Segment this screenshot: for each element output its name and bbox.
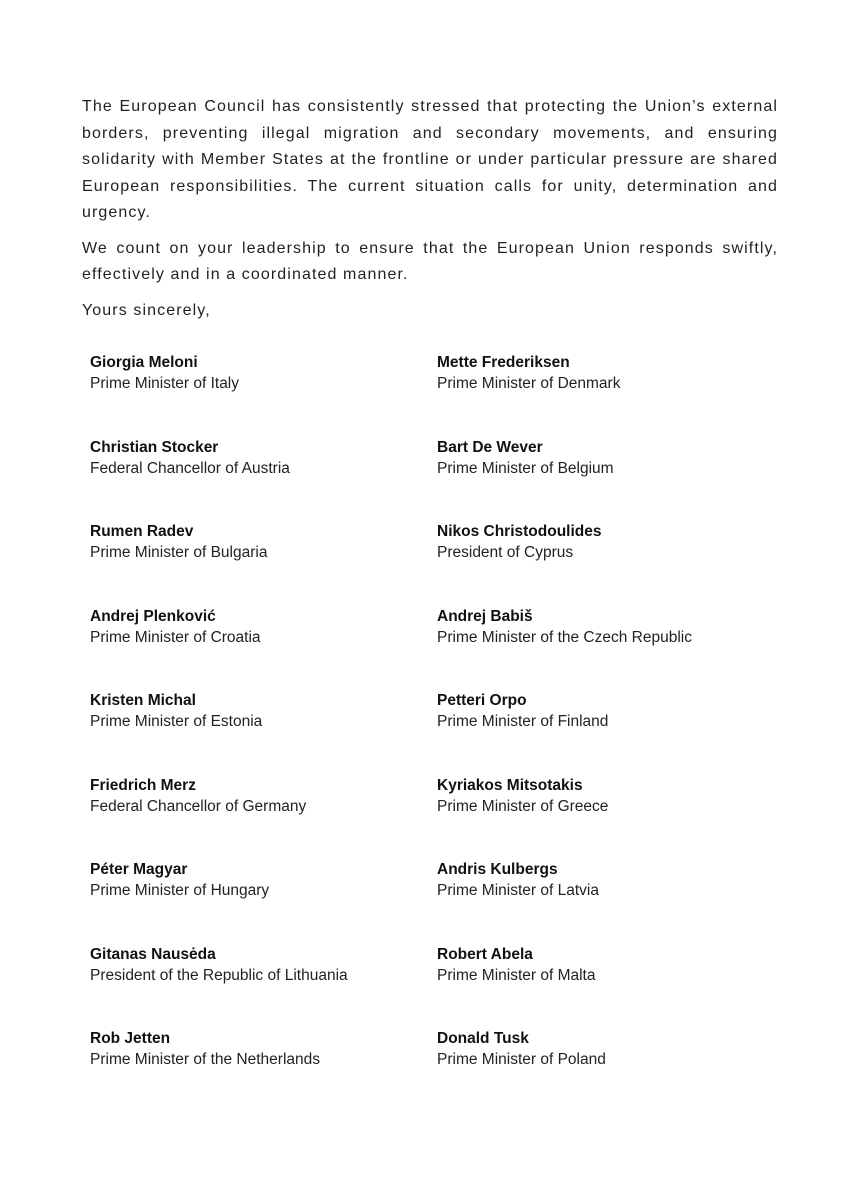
- signatory-name: Mette Frederiksen: [437, 354, 570, 371]
- signatory-name: Nikos Christodoulides: [437, 523, 602, 540]
- signatory-name: Bart De Wever: [437, 438, 543, 456]
- signatory: [90, 521, 430, 563]
- signatory-title: Prime Minister of Latvia: [437, 882, 599, 899]
- signatory: [90, 859, 430, 901]
- signatory-title: Prime Minister of Croatia: [90, 628, 261, 646]
- signatory-title: Federal Chancellor of Germany: [90, 797, 307, 815]
- signatory-row: [90, 437, 790, 522]
- signatory: [437, 775, 777, 817]
- signatory-row: [90, 521, 790, 606]
- letter-closing: Yours sincerely,: [82, 301, 211, 319]
- signatory-name: Andris Kulbergs: [437, 861, 558, 878]
- signatory-title: Prime Minister of Belgium: [437, 459, 614, 477]
- letter-paragraph: The European Council has consistently stressed that protecting the Union’s external borders, preventing illegal migration and secondary movements, and ensuring solidarity with Member States at the frontline or under particular pressure are shared European responsibilities. The current situation calls for unity, determination and urgency.: [82, 98, 778, 221]
- signatory-title: Prime Minister of Finland: [437, 713, 609, 730]
- signatory: [437, 437, 777, 479]
- signatory-row: [90, 1028, 790, 1113]
- signatory-title: Prime Minister of Greece: [437, 797, 609, 815]
- signatory-list: [90, 352, 790, 1113]
- signatory-name: Rumen Radev: [90, 523, 194, 540]
- signatory-title: President of Cyprus: [437, 544, 574, 561]
- signatory-title: President of the Republic of Lithuania: [90, 966, 348, 984]
- signatory-row: [90, 690, 790, 775]
- signatory-title: Prime Minister of Italy: [90, 375, 240, 392]
- letter-body: [82, 94, 778, 333]
- signatory-title: Prime Minister of Bulgaria: [90, 544, 268, 561]
- signatory: [90, 775, 430, 817]
- signatory: [437, 606, 777, 648]
- signatory-name: Christian Stocker: [90, 438, 219, 456]
- signatory: [437, 1028, 777, 1070]
- signatory: [90, 437, 430, 479]
- signatory-name: Gitanas Nausėda: [90, 945, 216, 963]
- signatory-name: Kristen Michal: [90, 692, 196, 709]
- signatory-name: Andrej Plenković: [90, 607, 216, 625]
- signatory-row: [90, 775, 790, 860]
- signatory-title: Prime Minister of Estonia: [90, 713, 263, 730]
- signatory: [90, 606, 430, 648]
- signatory: [90, 352, 430, 394]
- signatory: [437, 352, 777, 394]
- signatory-name: Péter Magyar: [90, 861, 188, 878]
- signatory-title: Prime Minister of the Netherlands: [90, 1051, 321, 1068]
- signatory-title: Prime Minister of Denmark: [437, 375, 621, 392]
- signatory-title: Prime Minister of Malta: [437, 966, 596, 984]
- signatory-row: [90, 859, 790, 944]
- signatory-row: [90, 606, 790, 691]
- signatory-title: Prime Minister of the Czech Republic: [437, 628, 692, 646]
- signatory: [437, 944, 777, 986]
- signatory-title: Federal Chancellor of Austria: [90, 459, 290, 477]
- signatory: [437, 859, 777, 901]
- signatory-name: Petteri Orpo: [437, 692, 527, 709]
- signatory-name: Friedrich Merz: [90, 776, 196, 794]
- letter-paragraph: We count on your leadership to ensure that the European Union responds swiftly, effectively and in a coordinated manner.: [82, 239, 778, 283]
- signatory-title: Prime Minister of Hungary: [90, 882, 270, 899]
- signatory-row: [90, 352, 790, 437]
- signatory-name: Andrej Babiš: [437, 607, 533, 625]
- signatory: [437, 690, 777, 732]
- signatory-name: Robert Abela: [437, 945, 533, 963]
- signatory-title: Prime Minister of Poland: [437, 1051, 606, 1068]
- signatory-name: Donald Tusk: [437, 1030, 529, 1047]
- signatory-name: Giorgia Meloni: [90, 354, 198, 371]
- signatory-name: Rob Jetten: [90, 1030, 171, 1047]
- signatory: [437, 521, 777, 563]
- signatory-row: [90, 944, 790, 1029]
- signatory: [90, 1028, 430, 1070]
- signatory: [90, 944, 430, 986]
- signatory: [90, 690, 430, 732]
- signatory-name: Kyriakos Mitsotakis: [437, 776, 583, 794]
